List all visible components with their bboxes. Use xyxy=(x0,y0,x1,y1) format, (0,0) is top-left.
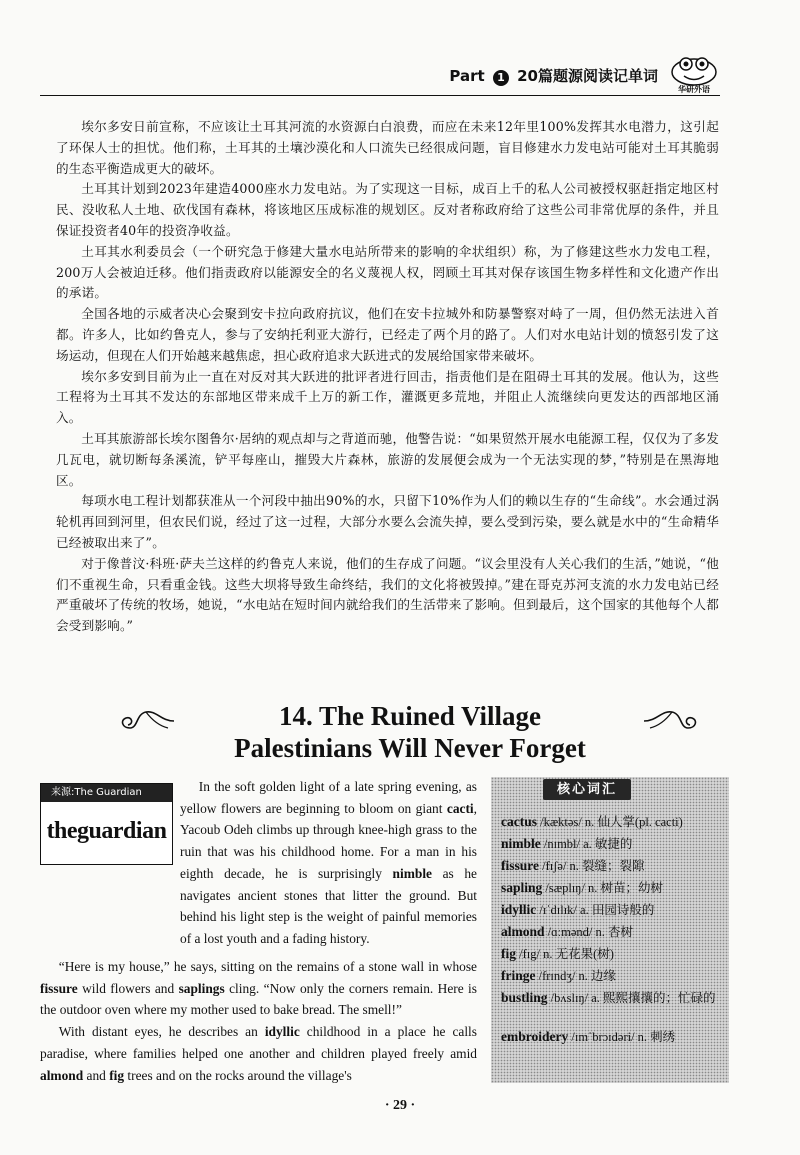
article-title-block xyxy=(110,700,710,764)
vocab-word: idyllic xyxy=(501,902,537,917)
paragraph-text: With distant eyes, he describes an xyxy=(58,1024,265,1040)
cn-paragraph: 埃尔多安到目前为止一直在对反对其大跃进的批评者进行回击，指责他们是在阻碍土耳其的发展。他认为，这些工程将为土耳其不发达的东部地区带来成千上万的新工作，灌溉更多荒地，并阻止人流继续向更发达的西部地区涌入。 xyxy=(56,368,719,426)
vocab-word: bustling xyxy=(501,990,548,1005)
section-header-title xyxy=(449,65,658,86)
mascot-icon xyxy=(668,54,720,86)
vocab-item xyxy=(501,943,725,965)
vocab-item xyxy=(501,833,725,855)
paragraph-text: childhood in a place he calls paradise, where families helped one another and children played freely amid xyxy=(40,1024,477,1061)
vocab-definition: /bʌslɪŋ/ a. 熙熙攘攘的；忙碌的 xyxy=(547,991,716,1005)
vocab-definition: /nɪmbl/ a. 敏捷的 xyxy=(540,837,633,851)
vocab-item xyxy=(501,921,725,943)
section-title: 20篇题源阅读记单词 xyxy=(517,67,658,85)
vocab-definition: /ɑːmənd/ n. 杏树 xyxy=(544,925,633,939)
part-number-badge: 1 xyxy=(493,70,509,86)
vocab-item xyxy=(501,811,725,833)
vocab-highlight: idyllic xyxy=(264,1024,300,1040)
vocab-item xyxy=(501,965,725,987)
paragraph-text: wild flowers and xyxy=(77,980,179,996)
article-paragraph-3 xyxy=(40,1021,477,1086)
paragraph-text: and xyxy=(83,1067,110,1083)
guardian-logo: theguardian xyxy=(46,818,167,844)
article-title-line2: Palestinians Will Never Forget xyxy=(234,733,586,763)
vocab-definition: /kæktəs/ n. 仙人掌(pl. cacti) xyxy=(537,815,683,829)
paragraph-text: trees and on the rocks around the village's xyxy=(124,1067,352,1083)
article-title-line1: 14. The Ruined Village xyxy=(278,701,542,731)
vocab-item xyxy=(501,987,725,1026)
vocab-word: sapling xyxy=(501,880,543,895)
vocab-highlight: nimble xyxy=(392,865,432,881)
vocab-list xyxy=(501,811,725,1048)
core-vocabulary-panel xyxy=(491,777,729,1083)
vocab-word: almond xyxy=(501,924,545,939)
cn-paragraph: 土耳其旅游部长埃尔图鲁尔·居纳的观点却与之背道而驰，他警告说：“如果贸然开展水电能源工程，仅仅为了多发几瓦电，就切断每条溪流，铲平每座山，摧毁大片森林，旅游的发展便会成为一个无法实现的梦，”特别是在黑海地区。 xyxy=(56,430,719,488)
paragraph-text: as he navigates ancient stones that litter the ground. But behind his light step is the weight of painful memories of a lost youth and a fading history. xyxy=(180,865,477,946)
part-label: Part xyxy=(449,67,485,85)
logo-text: 华研外语 xyxy=(678,85,710,94)
vocab-heading: 核心词汇 xyxy=(543,779,631,800)
article-paragraph-1-top xyxy=(180,776,477,950)
vocab-word: fig xyxy=(501,946,516,961)
page-number: · 29 · xyxy=(384,1098,416,1113)
source-label: 来源:The Guardian xyxy=(41,784,172,802)
cn-paragraph: 每项水电工程计划都获准从一个河段中抽出90%的水，只留下10%作为人们的赖以生存的“生命线”。水会通过涡轮机再回到河里，但农民们说，经过了这一过程，大部分水要么会流失掉，要么受到污染，要么就是水中的“生命精华已经被取出来了”。 xyxy=(56,493,719,550)
vocab-word: fissure xyxy=(501,858,540,873)
header-divider xyxy=(40,95,720,96)
article-body xyxy=(40,956,477,1086)
cn-paragraph: 土耳其水利委员会（一个研究急于修建大量水电站所带来的影响的伞状组织）称，为了修建这些水力发电工程，200万人会被迫迁移。他们指责政府以能源安全的名义蔑视人权，罔顾土耳其对保存该国生物多样性和文化遗产作出的承诺。 xyxy=(56,243,719,301)
cn-paragraph: 对于像普汶·科班·萨夫兰这样的约鲁克人来说，他们的生存成了问题。“议会里没有人关心我们的生活，”她说，“他们不重视生命，只看重金钱。这些大坝将导致生命终结，我们的文化将被毁掉。”建在哥克苏河支流的水力发电站已经严重破坏了传统的牧场，她说，“水电站在短时间内就给我们的生活带来了影响。但到最后，这个国家的其他每个人都会受到影响。” xyxy=(56,555,719,634)
vocab-highlight: saplings xyxy=(178,980,225,996)
vocab-word: fringe xyxy=(501,968,536,983)
vocab-word: embroidery xyxy=(501,1029,569,1044)
vocab-highlight: fig xyxy=(109,1067,125,1083)
vocab-definition: /fɪg/ n. 无花果(树) xyxy=(516,947,614,961)
paragraph-text: “Here is my house,” he says, sitting on the remains of a stone wall in whose xyxy=(58,959,477,974)
vocab-definition: /sæplɪŋ/ n. 树苗；幼树 xyxy=(542,881,664,895)
vocab-definition: /fɪʃə/ n. 裂缝；裂隙 xyxy=(539,859,645,873)
right-ornament-icon xyxy=(642,706,702,736)
vocab-item xyxy=(501,855,725,877)
article-paragraph-2 xyxy=(40,956,477,1021)
paragraph-text: , Yacoub Odeh climbs up through knee-high grass to the ruin that was his childhood home. For a man in his eighth decade, he is surprisingly xyxy=(180,800,477,881)
vocab-highlight: almond xyxy=(40,1067,84,1083)
vocab-definition: /ɪˈdɪlɪk/ a. 田园诗般的 xyxy=(536,903,655,917)
left-ornament-icon xyxy=(116,706,176,736)
cn-paragraph: 埃尔多安日前宣称，不应该让土耳其河流的水资源白白浪费，而应在未来12年里100%发挥其水电潜力，这引起了环保人士的担忧。他们称，土耳其的土壤沙漠化和人口流失已经很成问题，盲目修建水力发电站可能对土耳其脆弱的生态平衡造成更大的破坏。 xyxy=(56,119,719,176)
vocab-item xyxy=(501,1026,725,1048)
source-box xyxy=(40,783,173,865)
vocab-highlight: cacti xyxy=(446,800,474,816)
vocab-highlight: fissure xyxy=(40,980,78,996)
vocab-definition: /ɪmˈbrɔɪdəri/ n. 刺绣 xyxy=(568,1030,676,1044)
vocab-definition: /frɪndʒ/ n. 边缘 xyxy=(535,969,617,983)
vocab-item xyxy=(501,877,725,899)
chinese-translation xyxy=(56,117,719,637)
paragraph-text: In the soft golden light of a late spring evening, as yellow flowers are beginning to bloom on giant xyxy=(180,779,477,816)
cn-paragraph: 土耳其计划到2023年建造4000座水力发电站。为了实现这一目标，成百上千的私人公司被授权驱赶指定地区村民、没收私人土地、砍伐国有森林，将该地区压成标准的规划区。反对者称政府给了这些公司非常优厚的条件，并且保证投资者40年的投资净收益。 xyxy=(56,181,719,238)
vocab-word: nimble xyxy=(501,836,541,851)
vocab-item xyxy=(501,899,725,921)
publisher-logo xyxy=(668,54,720,100)
vocab-word: cactus xyxy=(501,814,537,829)
cn-paragraph: 全国各地的示威者决心会聚到安卡拉向政府抗议，他们在安卡拉城外和防暴警察对峙了一周，但仍然无法进入首都。许多人，比如约鲁克人，参与了安纳托利亚大游行，已经走了两个月的路了。人们对水电站计划的愤怒引发了这场运动，但现在人们开始越来越焦虑，担心政府追求大跃进式的发展给国家带来破坏。 xyxy=(56,306,719,363)
paragraph-text: cling. “Now only the corners remain. Here is the outdoor oven where my mother used to bake bread. The smell!” xyxy=(40,980,477,1018)
